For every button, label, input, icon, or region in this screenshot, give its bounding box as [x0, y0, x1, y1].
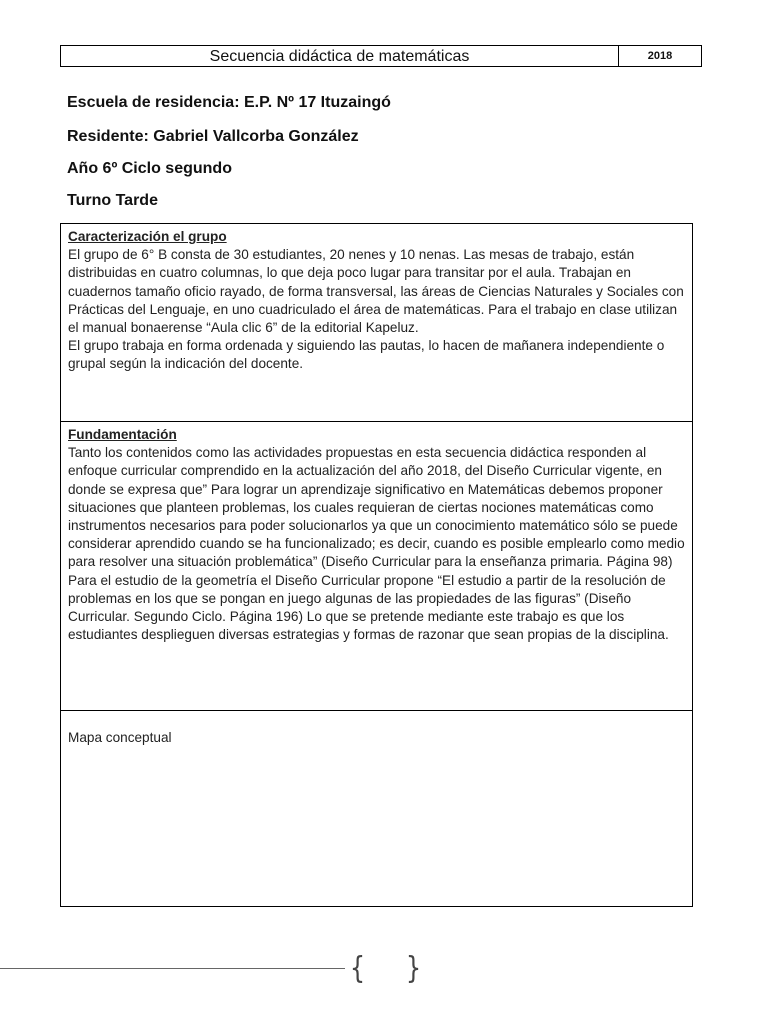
caracterizacion-box	[60, 223, 693, 422]
turno-line: Turno Tarde	[67, 192, 158, 209]
fundamentacion-paragraph-2: Para el estudio de la geometría el Diseño Curricular propone “El estudio a partir de la resolución de problemas en los que se pongan en juego algunas de las propiedades de las figuras” (Diseño Curricular. Segundo Ciclo. Página 196) Lo que se pretende mediante este trabajo es que los estudiantes desplieguen diversas estrategias y formas de razonar que sean propias de la disciplina.	[68, 572, 669, 643]
footer-rule	[0, 968, 345, 969]
document-title: Secuencia didáctica de matemáticas	[61, 46, 619, 66]
mapa-title: Mapa conceptual	[68, 730, 172, 745]
header-table	[60, 45, 702, 67]
escuela-line: Escuela de residencia: E.P. Nº 17 Ituzaingó	[67, 94, 391, 111]
caracterizacion-paragraph-1: El grupo de 6° B consta de 30 estudiantes, 20 nenes y 10 nenas. Las mesas de trabajo, están distribuidas en cuatro columnas, lo que deja poco lugar para transitar por el aula. Trabajan en cuadernos tamaño oficio rayado, de forma transversal, las áreas de Ciencias Naturales y Sociales con Prácticas del Lenguaje, en uno cuadriculado el área de matemáticas. Para el trabajo en clase utilizan el manual bonaerense “Aula clic 6” de la editorial Kapeluz.	[68, 247, 684, 336]
footer-left-bracket: {	[349, 951, 366, 986]
anio-line: Año 6º Ciclo segundo	[67, 160, 232, 177]
residente-line: Residente: Gabriel Vallcorba González	[67, 128, 359, 145]
caracterizacion-title: Caracterización el grupo	[68, 229, 227, 244]
caracterizacion-paragraph-2: El grupo trabaja en forma ordenada y siguiendo las pautas, lo hacen de mañanera independiente o grupal según la indicación del docente.	[68, 338, 665, 372]
fundamentacion-paragraph-1: Tanto los contenidos como las actividades propuestas en esta secuencia didáctica responden al enfoque curricular comprendido en la actualización del año 2018, del Diseño Curricular vigente, en donde se expresa que” Para lograr un aprendizaje significativo en Matemáticas debemos proponer situaciones que planteen problemas, los cuales requieran de ciertas nociones matemáticas como instrumentos necesarios para poder solucionarlos ya que un conocimiento matemático sólo se puede considerar aprendido cuando se ha funcionalizado; es decir, cuando es posible emplearlo como medio para resolver una situación problemática” (Diseño Curricular para la enseñanza primaria. Página 98)	[68, 445, 685, 570]
fundamentacion-box	[60, 421, 693, 711]
fundamentacion-title: Fundamentación	[68, 427, 177, 442]
footer-right-bracket: }	[405, 951, 422, 986]
document-year: 2018	[647, 50, 673, 62]
mapa-box	[60, 710, 693, 907]
